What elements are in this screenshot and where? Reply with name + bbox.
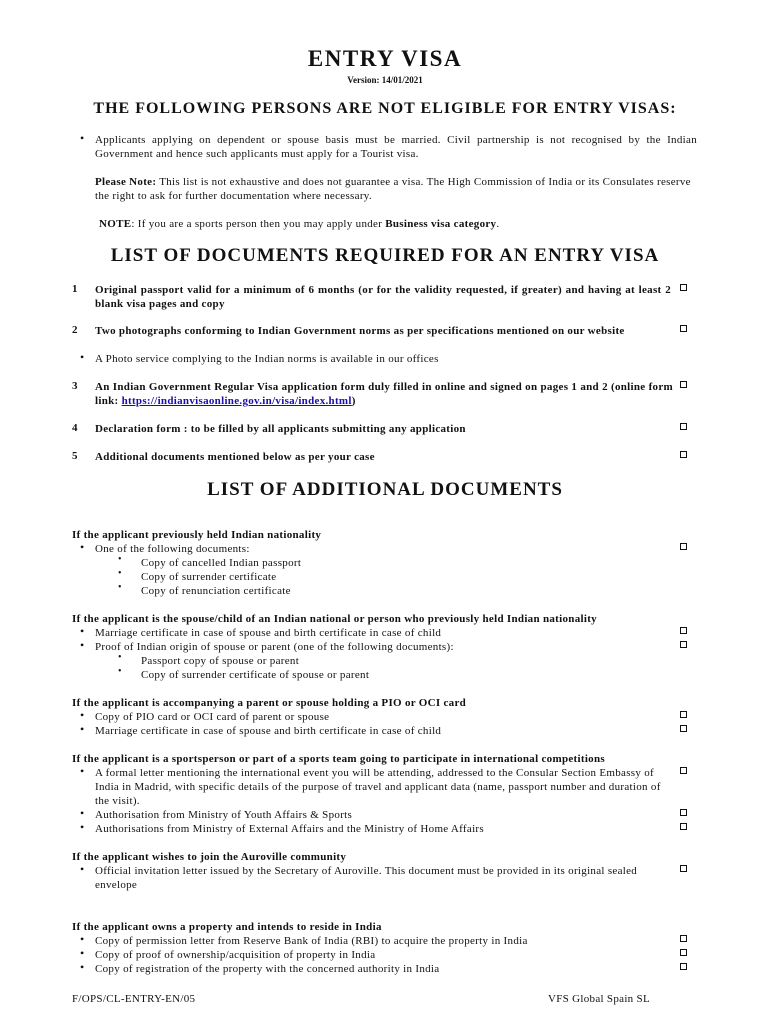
section-bullet: Marriage certificate in case of spouse and birth certificate in case of child xyxy=(95,725,442,737)
sports-note-end: . xyxy=(496,218,500,230)
checkbox-nationality[interactable] xyxy=(680,543,687,550)
section-bullet: Copy of registration of the property with the concerned authority in India xyxy=(95,963,440,975)
checkbox-pio-card[interactable] xyxy=(680,711,687,718)
section-bullet: Copy of permission letter from Reserve Bank of India (RBI) to acquire the property in India xyxy=(95,935,528,947)
checkbox-required-4[interactable] xyxy=(680,423,687,430)
not-eligible-heading: THE FOLLOWING PERSONS ARE NOT ELIGIBLE FOR ENTRY VISAS: xyxy=(93,100,677,117)
sports-note xyxy=(99,217,699,231)
bullet-icon: • xyxy=(80,946,85,960)
checkbox-required-5[interactable] xyxy=(680,451,687,458)
section-bullet: Proof of Indian origin of spouse or parent (one of the following documents): xyxy=(95,641,454,653)
bullet-icon: • xyxy=(80,932,85,946)
section-title: If the applicant is a sportsperson or part of a sports team going to participate in international competitions xyxy=(72,753,605,765)
additional-heading: LIST OF ADDITIONAL DOCUMENTS xyxy=(207,479,563,500)
sports-note-text: : If you are a sports person then you may apply under xyxy=(131,218,386,230)
section-bullet: Authorisations from Ministry of External Affairs and the Ministry of Home Affairs xyxy=(95,823,484,835)
bullet-icon: • xyxy=(80,540,85,554)
sports-note-label: NOTE xyxy=(99,218,132,230)
bullet-icon: • xyxy=(118,568,122,579)
checkbox-required-1[interactable] xyxy=(680,284,687,291)
not-eligible-bullet: Applicants applying on dependent or spouse basis must be married. Civil partnership is not recognised by the Indian Government and hence such applicants must apply for a Tourist visa. xyxy=(95,134,697,160)
required-item-2-sub: A Photo service complying to the Indian norms is available in our offices xyxy=(95,353,439,365)
footer-code: F/OPS/CL-ENTRY-EN/05 xyxy=(72,993,196,1005)
item-number: 4 xyxy=(72,422,78,434)
bullet-icon: • xyxy=(80,722,85,736)
bullet-icon: • xyxy=(118,652,122,663)
required-item-4: Declaration form : to be filled by all applicants submitting any application xyxy=(95,423,466,435)
section-bullet: Copy of proof of ownership/acquisition of property in India xyxy=(95,949,376,961)
section-title: If the applicant is the spouse/child of an Indian national or person who previously held Indian nationality xyxy=(72,613,597,625)
bullet-icon: • xyxy=(118,666,122,677)
bullet-icon: • xyxy=(80,708,85,722)
footer-company: VFS Global Spain SL xyxy=(548,993,650,1005)
section-sub-item: Copy of cancelled Indian passport xyxy=(141,557,302,569)
item-number: 2 xyxy=(72,324,78,336)
required-heading: LIST OF DOCUMENTS REQUIRED FOR AN ENTRY VISA xyxy=(110,245,660,266)
bullet-icon: • xyxy=(80,806,85,820)
checkbox-marriage-cert[interactable] xyxy=(680,627,687,634)
checkbox-required-2[interactable] xyxy=(680,325,687,332)
bullet-icon: • xyxy=(118,554,122,565)
section-bullet: A formal letter mentioning the international event you will be attending, addressed to the Consular Section Embassy of India in Madrid, with specific details of the purpose of travel and applicant data (name, passport number and duration of the visit). xyxy=(95,767,661,807)
section-sub-item: Copy of surrender certificate xyxy=(141,571,277,583)
section-bullet: One of the following documents: xyxy=(95,543,250,555)
checkbox-rbi-letter[interactable] xyxy=(680,935,687,942)
version-label: Version: 14/01/2021 xyxy=(347,75,423,85)
bullet-icon: • xyxy=(118,582,122,593)
bullet-icon: • xyxy=(80,820,85,834)
section-sub-item: Copy of surrender certificate of spouse or parent xyxy=(141,669,370,681)
please-note-label: Please Note: xyxy=(95,176,157,188)
checkbox-ownership[interactable] xyxy=(680,949,687,956)
sports-note-bold: Business visa category xyxy=(385,218,497,230)
item-number: 5 xyxy=(72,450,78,462)
section-sub-item: Copy of renunciation certificate xyxy=(141,585,291,597)
bullet-icon: • xyxy=(80,624,85,638)
checkbox-auroville[interactable] xyxy=(680,865,687,872)
section-title: If the applicant wishes to join the Auroville community xyxy=(72,851,347,863)
required-item-3 xyxy=(95,380,673,408)
checkbox-required-3[interactable] xyxy=(680,381,687,388)
bullet-icon: • xyxy=(80,764,85,778)
required-item-2: Two photographs conforming to Indian Government norms as per specifications mentioned on our website xyxy=(95,325,625,337)
page-title: ENTRY VISA xyxy=(307,46,463,71)
checkbox-external-affairs[interactable] xyxy=(680,823,687,830)
checkbox-formal-letter[interactable] xyxy=(680,767,687,774)
item-number: 3 xyxy=(72,380,78,392)
section-title: If the applicant previously held Indian nationality xyxy=(72,529,322,541)
section-title: If the applicant is accompanying a parent or spouse holding a PIO or OCI card xyxy=(72,697,467,709)
bullet-icon: • xyxy=(80,862,85,876)
bullet-icon: • xyxy=(80,131,85,145)
bullet-icon: • xyxy=(80,960,85,974)
section-bullet: Copy of PIO card or OCI card of parent or spouse xyxy=(95,711,330,723)
required-item-5: Additional documents mentioned below as per your case xyxy=(95,451,375,463)
please-note-text: This list is not exhaustive and does not guarantee a visa. The High Commission of India or its Consulates reserve the right to ask for further documentation where necessary. xyxy=(95,176,691,202)
checkbox-proof-origin[interactable] xyxy=(680,641,687,648)
bullet-icon: • xyxy=(80,638,85,652)
section-bullet: Authorisation from Ministry of Youth Affairs & Sports xyxy=(95,809,353,821)
please-note xyxy=(95,175,695,203)
section-sub-item: Passport copy of spouse or parent xyxy=(141,655,300,667)
required-item-3-end: ) xyxy=(351,395,356,407)
section-title: If the applicant owns a property and intends to reside in India xyxy=(72,921,382,933)
checkbox-registration[interactable] xyxy=(680,963,687,970)
section-bullet: Marriage certificate in case of spouse and birth certificate in case of child xyxy=(95,627,442,639)
bullet-icon: • xyxy=(80,350,85,364)
required-item-1: Original passport valid for a minimum of 6 months (or for the validity requested, if greater) and having at least 2 blank visa pages and copy xyxy=(95,284,671,310)
section-bullet: Official invitation letter issued by the Secretary of Auroville. This document must be provided in its original sealed envelope xyxy=(95,865,638,891)
checkbox-marriage-cert-2[interactable] xyxy=(680,725,687,732)
checkbox-youth-affairs[interactable] xyxy=(680,809,687,816)
item-number: 1 xyxy=(72,283,78,295)
required-item-3-text: An Indian Government Regular Visa application form duly filled in online and signed on pages 1 and 2 (online form link: xyxy=(95,381,673,407)
visa-online-link[interactable]: https://indianvisaonline.gov.in/visa/index.html xyxy=(121,395,352,407)
